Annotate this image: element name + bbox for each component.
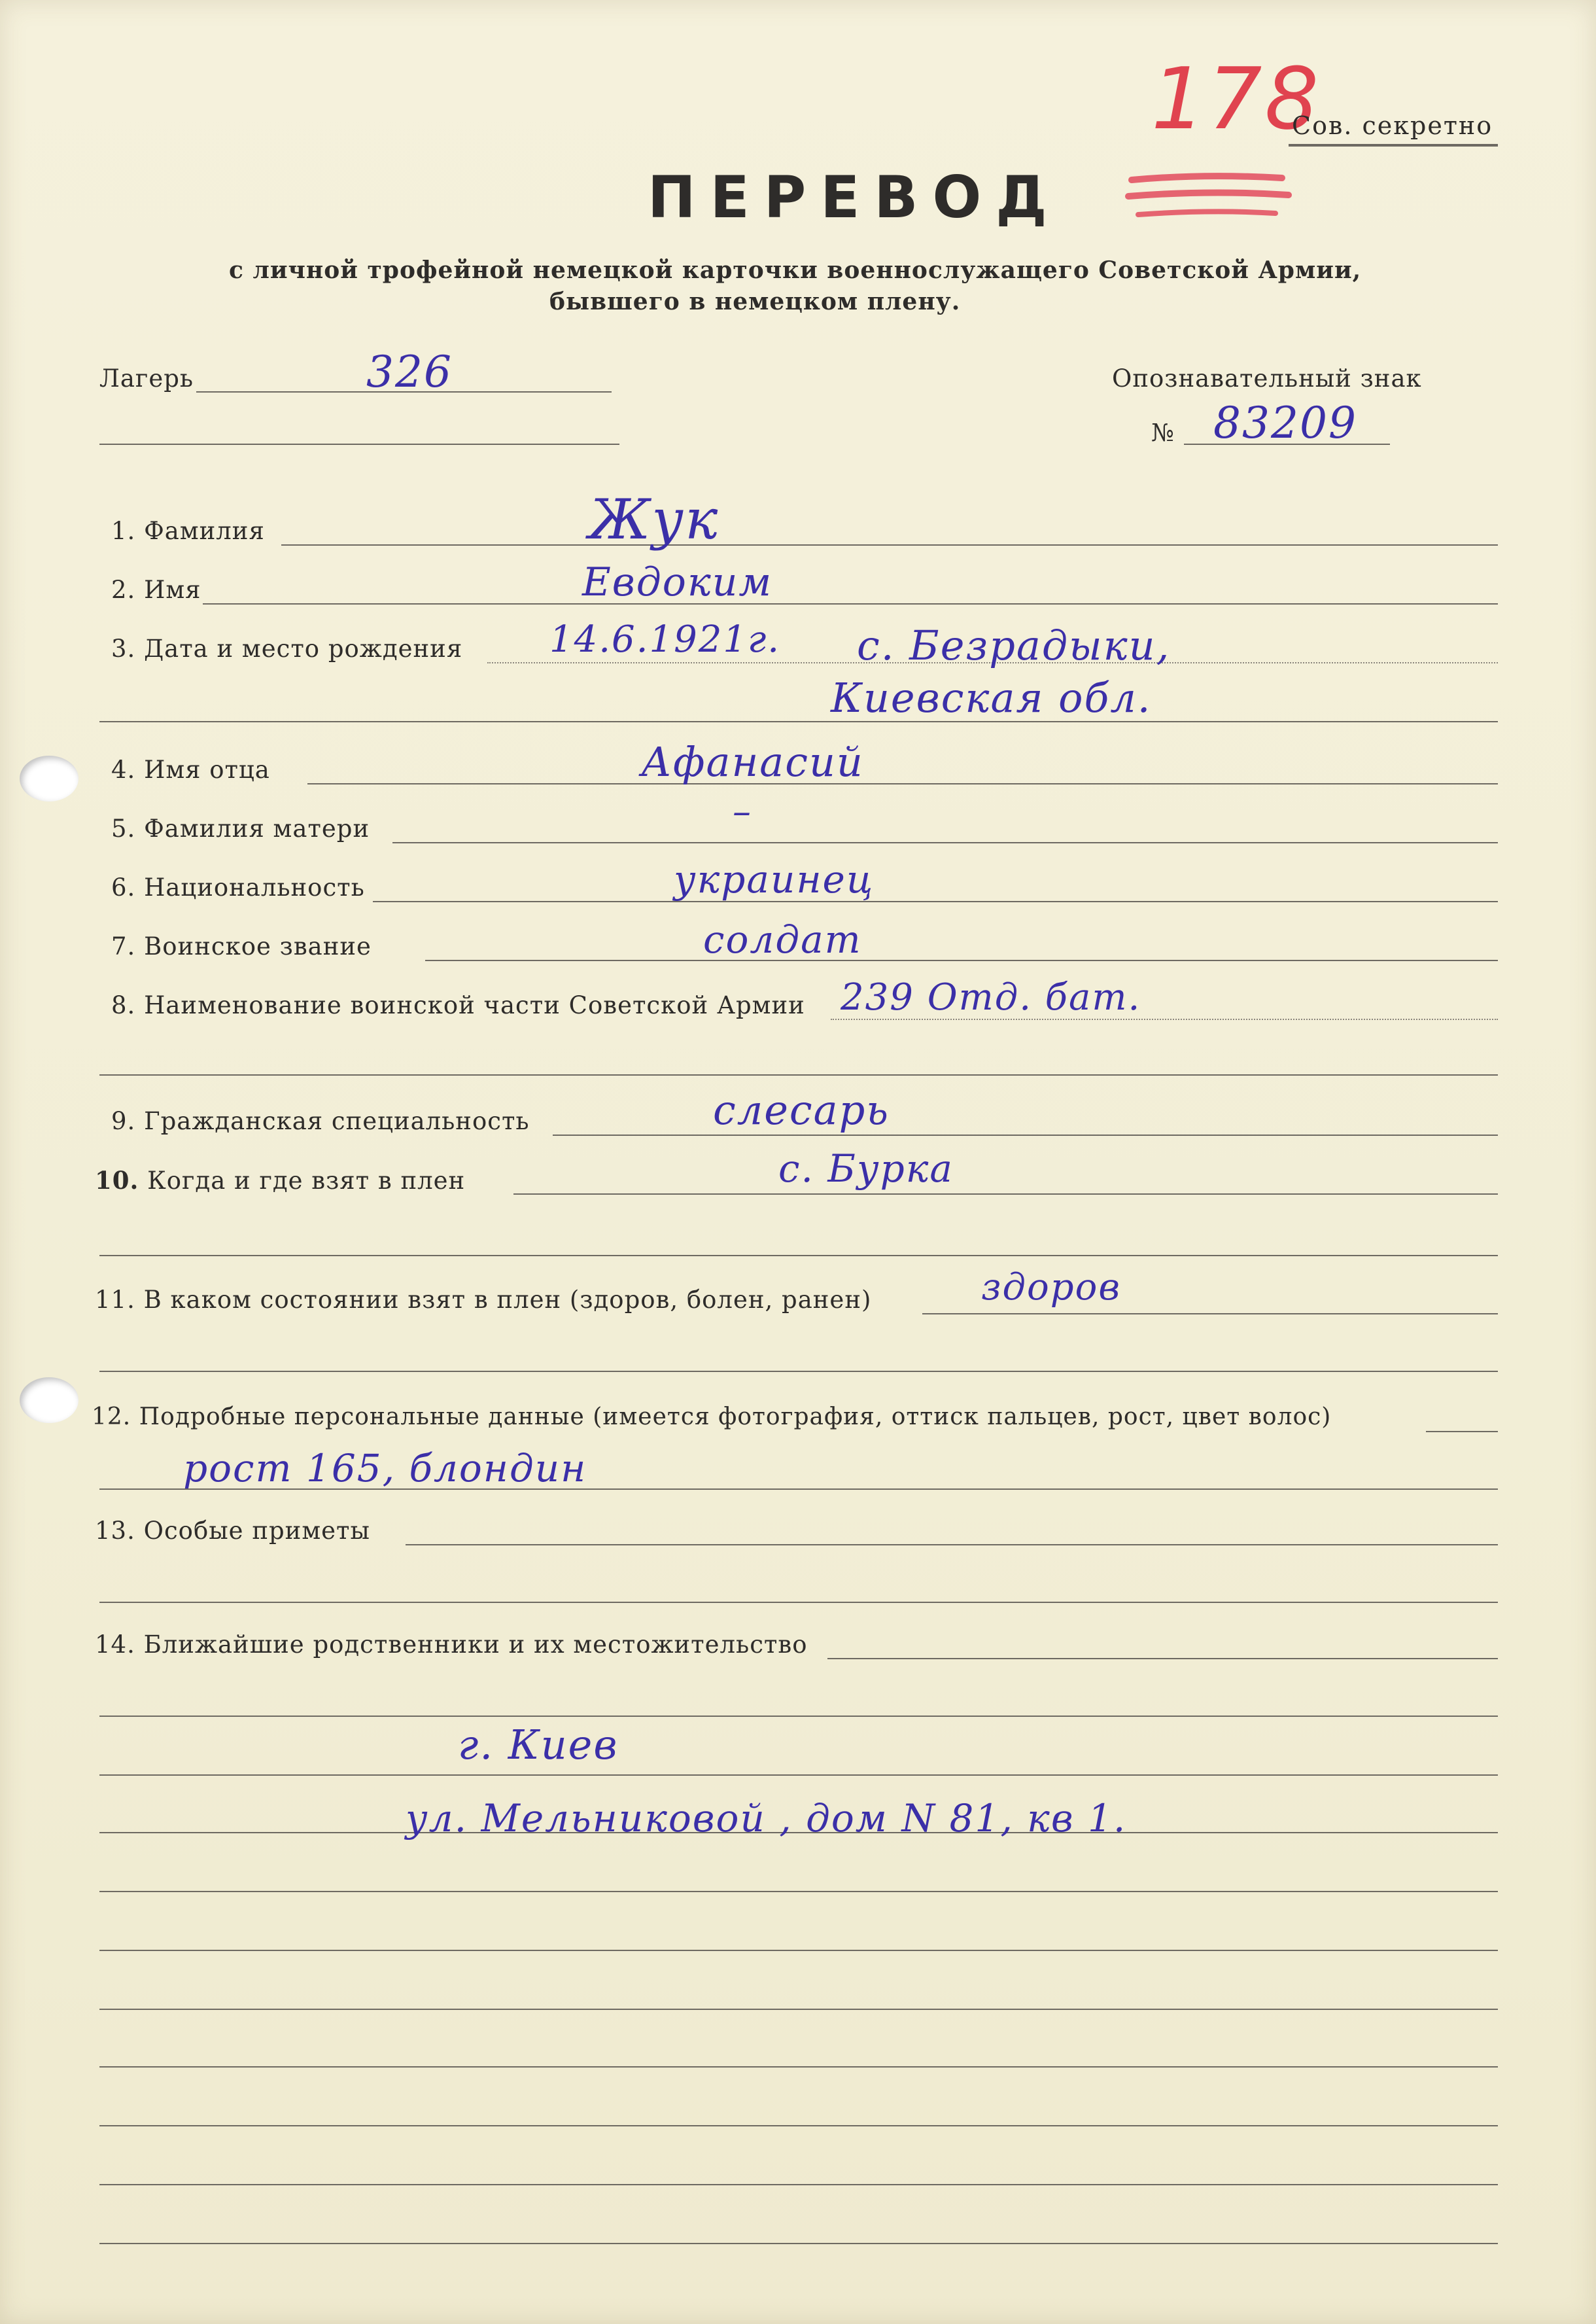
field-11-line-2 (99, 1371, 1498, 1372)
blank-line-6 (99, 2184, 1498, 2185)
field-9-line (553, 1135, 1498, 1136)
id-tag-value: 83209 (1213, 398, 1357, 448)
field-3-value: 14.6.1921г. (549, 618, 781, 661)
document-subtitle-line2: бывшего в немецком плену. (549, 288, 961, 315)
field-3-value-place: с. Безрадыки, (857, 622, 1171, 669)
punch-hole-bottom (20, 1377, 78, 1423)
field-12-line-2 (99, 1488, 1498, 1490)
camp-line-2 (99, 444, 619, 445)
field-9-value: слесарь (713, 1086, 890, 1134)
field-6-value: украинец (674, 857, 875, 902)
field-11-line (922, 1313, 1498, 1314)
document-subtitle-line1: с личной трофейной немецкой карточки военнослужащего Советской Армии, (229, 256, 1362, 284)
field-5-value: – (733, 790, 752, 833)
field-4-label: 4. Имя отца (111, 756, 270, 784)
field-10-line-2 (99, 1255, 1498, 1256)
field-14-label: 14. Ближайшие родственники и их местожительство (95, 1630, 808, 1659)
field-3-label: 3. Дата и место рождения (111, 635, 463, 663)
field-2-label: 2. Имя (111, 576, 201, 604)
field-9-label: 9. Гражданская специальность (111, 1107, 530, 1135)
field-12-label: 12. Подробные персональные данные (имеется фотография, оттиск пальцев, рост, цвет волос) (92, 1403, 1332, 1430)
blank-line-7 (99, 2243, 1498, 2244)
field-11-label: 11. В каком состоянии взят в плен (здоров, болен, ранен) (95, 1286, 872, 1314)
field-3-value-region: Киевская обл. (831, 674, 1152, 722)
blank-line-1 (99, 1891, 1498, 1892)
blank-line-5 (99, 2125, 1498, 2126)
classification-stamp: Сов. секретно (1292, 111, 1493, 140)
classification-underline (1289, 144, 1498, 147)
field-14-value-city: г. Киев (458, 1721, 619, 1769)
field-4-value: Афанасий (641, 738, 864, 786)
field-8-line (831, 1019, 1498, 1020)
field-14-line (827, 1658, 1498, 1659)
field-5-line (392, 842, 1498, 843)
field-14-line-3 (99, 1774, 1498, 1776)
punch-hole-top (20, 756, 78, 801)
field-5-label: 5. Фамилия матери (111, 815, 370, 843)
blank-line-2 (99, 1950, 1498, 1951)
field-8-value: 239 Отд. бат. (841, 976, 1141, 1019)
field-12-value: рост 165, блондин (183, 1446, 587, 1490)
blank-line-3 (99, 2009, 1498, 2010)
field-6-label: 6. Национальность (111, 873, 365, 902)
field-12-line (1426, 1431, 1498, 1432)
field-1-value: Жук (589, 487, 720, 552)
field-4-line (307, 783, 1498, 784)
field-11-value: здоров (981, 1266, 1121, 1309)
field-1-line (281, 544, 1498, 546)
blank-line-4 (99, 2066, 1498, 2068)
red-underline-marks (1125, 164, 1295, 229)
field-6-line (373, 901, 1498, 902)
field-1-label: 1. Фамилия (111, 517, 265, 545)
camp-value: 326 (366, 347, 453, 397)
camp-label: Лагерь (99, 364, 194, 393)
id-tag-label: Опознавательный знак (1112, 364, 1422, 393)
field-7-line (425, 960, 1498, 961)
field-7-value: солдат (703, 917, 862, 962)
field-8-line-2 (99, 1074, 1498, 1076)
case-number: 178 (1151, 49, 1322, 149)
field-14-line-2 (99, 1716, 1498, 1717)
field-10-line (513, 1193, 1498, 1195)
field-10-label: 10. Когда и где взят в плен (95, 1166, 466, 1195)
field-10-value: с. Бурка (778, 1146, 954, 1191)
field-8-label: 8. Наименование воинской части Советской Армии (111, 991, 805, 1019)
field-14-value-address: ул. Мельниковой , дом N 81, кв 1. (406, 1796, 1127, 1840)
field-13-line (406, 1544, 1498, 1545)
field-3-line-2 (99, 721, 1498, 722)
field-7-label: 7. Воинское звание (111, 932, 372, 960)
field-13-label: 13. Особые приметы (95, 1517, 370, 1545)
id-tag-prefix: № (1151, 419, 1175, 447)
document-title: ПЕРЕВОД (648, 164, 1062, 231)
field-13-line-2 (99, 1602, 1498, 1603)
field-2-line (203, 603, 1498, 605)
field-2-value: Евдоким (582, 559, 773, 605)
